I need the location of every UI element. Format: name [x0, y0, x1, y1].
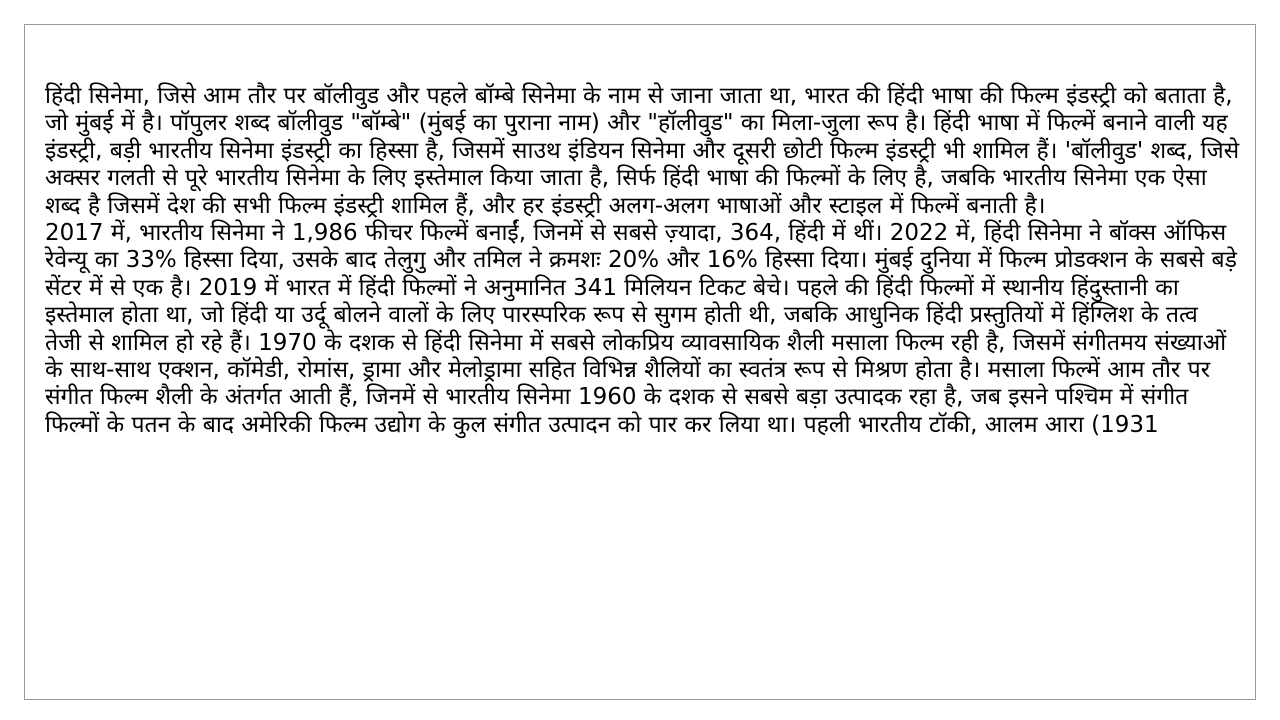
paragraph-bollywood-intro: हिंदी सिनेमा, जिसे आम तौर पर बॉलीवुड और पहले बॉम्बे सिनेमा के नाम से जाना जाता था, भारत की हिंदी भाषा की फिल्म इंडस्ट्री को बताता है, जो मुंबई में है। पॉपुलर शब्द बॉलीवुड "बॉम्बे" (मुंबई का पुराना नाम) और "हॉलीवुड" का मिला-जुला रूप है। हिंदी भाषा में फिल्में बनाने वाली यह इंडस्ट्री, बड़ी भारतीय सिनेमा इंडस्ट्री का हिस्सा है, जिसमें साउथ इंडियन सिनेमा और दूसरी छोटी फिल्म इंडस्ट्री भी शामिल हैं। 'बॉलीवुड' शब्द, जिसे अक्सर गलती से पूरे भारतीय सिनेमा के लिए इस्तेमाल किया जाता है, सिर्फ हिंदी भाषा की फिल्मों के लिए है, जबकि भारतीय सिनेमा एक ऐसा शब्द है जिसमें देश की सभी फिल्म इंडस्ट्री शामिल हैं, और हर इंडस्ट्री अलग-अलग भाषाओं और स्टाइल में फिल्में बनाती है।: [45, 83, 1240, 219]
paragraph-hindi-cinema-stats: 2017 में, भारतीय सिनेमा ने 1,986 फीचर फिल्में बनाईं, जिनमें से सबसे ज़्यादा, 364, हिंदी में थीं। 2022 में, हिंदी सिनेमा ने बॉक्स ऑफिस रेवेन्यू का 33% हिस्सा दिया, उसके बाद तेलुगु और तमिल ने क्रमशः 20% और 16% हिस्सा दिया। मुंबई दुनिया में फिल्म प्रोडक्शन के सबसे बड़े सेंटर में से एक है। 2019 में भारत में हिंदी फिल्मों ने अनुमानित 341 मिलियन टिकट बेचे। पहले की हिंदी फिल्मों में स्थानीय हिंदुस्तानी का इस्तेमाल होता था, जो हिंदी या उर्दू बोलने वालों के लिए पारस्परिक रूप से सुगम होती थी, जबकि आधुनिक हिंदी प्रस्तुतियों में हिंग्लिश के तत्व तेजी से शामिल हो रहे हैं। 1970 के दशक से हिंदी सिनेमा में सबसे लोकप्रिय व्यावसायिक शैली मसाला फिल्म रही है, जिसमें संगीतमय संख्याओं के साथ-साथ एक्शन, कॉमेडी, रोमांस, ड्रामा और मेलोड्रामा सहित विभिन्न शैलियों का स्वतंत्र रूप से मिश्रण होता है। मसाला फिल्में आम तौर पर संगीत फिल्म शैली के अंतर्गत आती हैं, जिनमें से भारतीय सिनेमा 1960 के दशक से सबसे बड़ा उत्पादक रहा है, जब इसने पश्चिम में संगीत फिल्मों के पतन के बाद अमेरिकी फिल्म उद्योग के कुल संगीत उत्पादन को पार कर लिया था। पहली भारतीय टॉकी, आलम आरा (1931: [45, 220, 1237, 438]
text-body: [45, 83, 1241, 439]
slide-frame: [24, 24, 1256, 700]
